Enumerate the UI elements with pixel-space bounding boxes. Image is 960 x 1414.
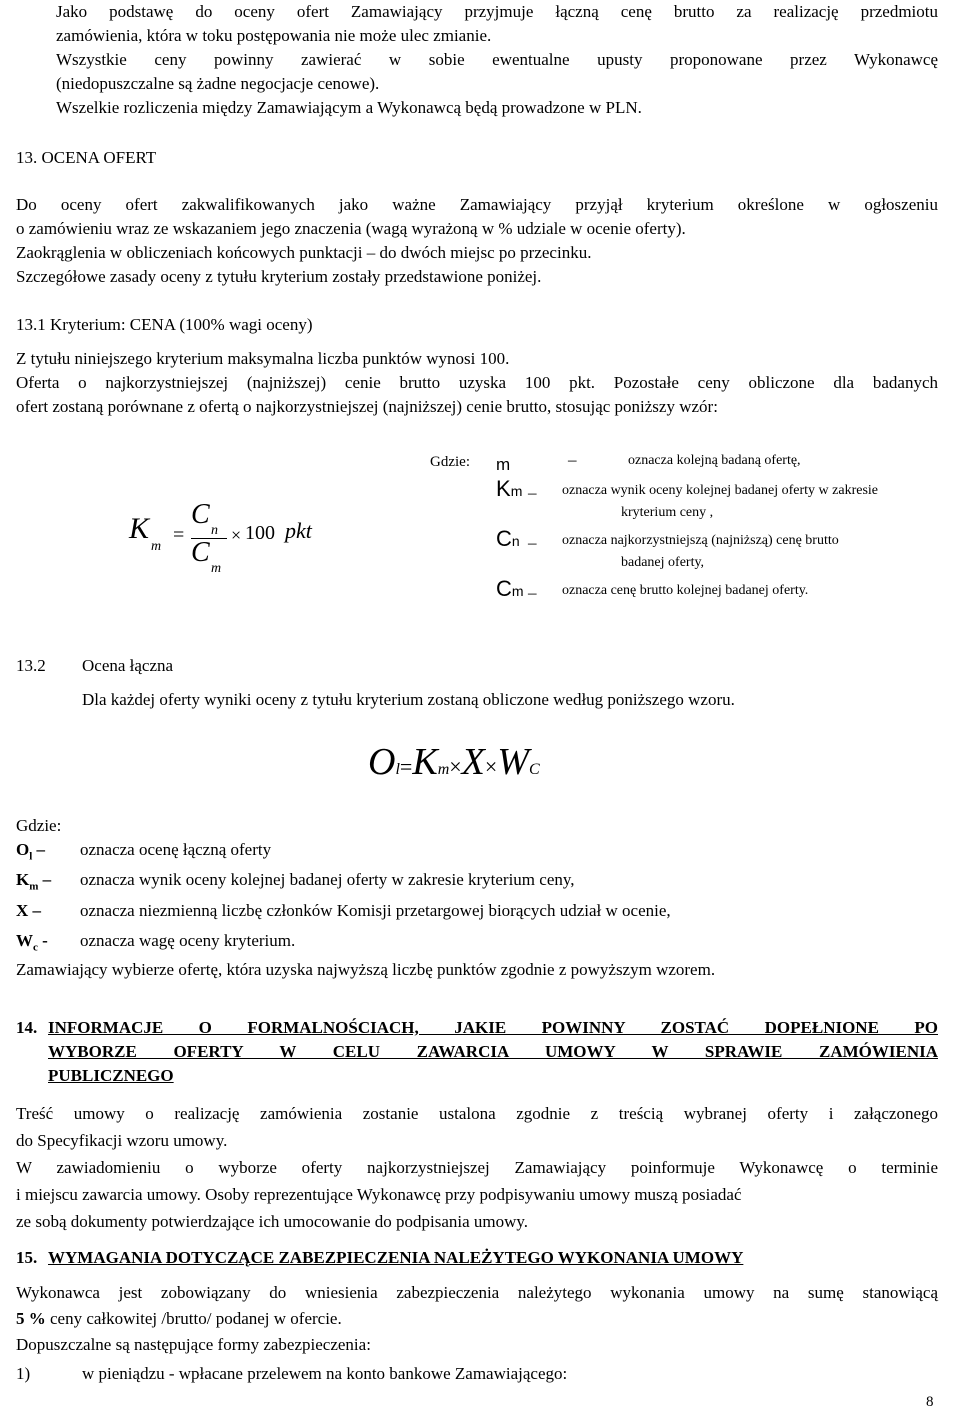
section-13-paragraph	[16, 193, 938, 289]
heading-line: INFORMACJE O FORMALNOŚCIACH, JAKIE POWINNY ZOSTAĆ DOPEŁNIONE PO	[48, 1018, 938, 1037]
legend-dash: –	[32, 900, 42, 920]
formula-k-sub: m	[151, 539, 162, 554]
legend-dash: –	[528, 483, 537, 502]
formula-denominator: C	[191, 537, 210, 568]
legend-symbol	[16, 838, 80, 868]
section-15-heading: WYMAGANIA DOTYCZĄCE ZABEZPIECZENIA NALEŻYTEGO WYKONANIA UMOWY	[48, 1248, 744, 1267]
legend-symbol-sub: m	[511, 583, 524, 599]
page-number: 8	[926, 1394, 934, 1410]
legend-dash: –	[528, 583, 537, 602]
text-line: Wszelkie rozliczenia między Zamawiającym a Wykonawcą będą prowadzone w PLN.	[56, 98, 642, 117]
formula-w-sub: C	[528, 761, 540, 778]
legend-symbol-letter: W	[16, 931, 33, 951]
legend-text: oznacza ocenę łączną oferty	[80, 840, 272, 859]
formula-k: K	[129, 512, 150, 545]
formula-times: ×	[449, 754, 462, 779]
formula-hundred: 100	[245, 522, 275, 544]
section-15-paragraph	[16, 1280, 938, 1358]
subsection-13-2-title: Ocena łączna	[82, 656, 174, 675]
text-line: Treść umowy o realizację zamówienia zostanie ustalona zgodnie z treścią wybranej oferty i załączonego	[16, 1104, 938, 1123]
legend-row	[16, 929, 946, 959]
legend-row	[16, 838, 946, 868]
text-line: Wszystkie ceny powinny zawierać w sobie ewentualne upusty proponowane przez Wykonawcę	[56, 50, 938, 69]
section-15-number: 15.	[16, 1248, 38, 1267]
legend-symbol-c: C	[496, 526, 512, 551]
heading-line: PUBLICZNEGO	[48, 1066, 174, 1085]
legend-label: Gdzie:	[430, 454, 470, 470]
text-line: ofert zostaną porównane z ofertą o najkorzystniejszej (najniższej) cenie brutto, stosując poniższy wzór:	[16, 397, 718, 416]
subsection-13-1-heading: 13.1 Kryterium: CENA (100% wagi oceny)	[16, 315, 313, 334]
text-line: (niedopuszczalne są żadne negocjacje cenowe).	[56, 74, 380, 93]
text-line: Zaokrąglenia w obliczeniach końcowych punktacji – do dwóch miejsc po przecinku.	[16, 243, 592, 262]
formula-pkt: pkt	[285, 518, 312, 543]
formula-k-sub: m	[437, 761, 450, 778]
legend-symbol-letter: X	[16, 900, 29, 920]
legend-dash: -	[42, 931, 48, 951]
legend-dash: –	[528, 533, 537, 552]
subsection-13-1-text	[16, 347, 938, 419]
percent-value: 5 %	[16, 1309, 46, 1328]
legend-symbol-sub: l	[29, 850, 33, 863]
formula-k: K	[412, 741, 438, 783]
legend-symbol-sub: c	[33, 941, 38, 954]
list-item-text: w pieniądzu - wpłacane przelewem na konto bankowe Zamawiającego:	[82, 1364, 568, 1383]
subsection-13-2-text: Dla każdej oferty wyniki oceny z tytułu kryterium zostaną obliczone według poniższego wzoru.	[82, 690, 735, 709]
legend-symbol-cn	[496, 527, 520, 553]
legend-label: Gdzie:	[16, 816, 62, 835]
legend-symbol	[16, 899, 80, 929]
legend-text-cont: badanej oferty,	[621, 555, 705, 570]
legend-dash: –	[568, 450, 577, 469]
legend-text: oznacza kolejną badaną ofertę,	[628, 453, 801, 468]
formula-equals: =	[173, 524, 185, 546]
legend-dash: –	[42, 870, 52, 890]
legend-text-line: oznacza wynik oceny kolejnej badanej oferty w zakresie	[562, 483, 879, 498]
legend-row	[16, 868, 946, 898]
text-line: Jako podstawę do oceny ofert Zamawiający przyjmuje łączną cenę brutto za realizację przedmiotu	[56, 2, 938, 21]
section-14-heading	[48, 1016, 938, 1088]
legend-text-cont: kryterium ceny ,	[621, 505, 714, 520]
text-line: W zawiadomieniu o wyborze oferty najkorzystniejszej Zamawiający poinformuje Wykonawcę o terminie	[16, 1158, 938, 1177]
legend-symbol-sub: m	[29, 880, 39, 893]
text-line: i miejscu zawarcia umowy. Osoby reprezentujące Wykonawcę przy podpisywaniu umowy muszą posiadać	[16, 1185, 742, 1204]
legend-symbol-sub: m	[510, 483, 523, 499]
list-item-number: 1)	[16, 1364, 31, 1383]
text-line: Szczegółowe zasady oceny z tytułu kryterium zostały przedstawione poniżej.	[16, 267, 542, 286]
formula-numerator: C	[191, 499, 210, 530]
text-line: o zamówieniu wraz ze wskazaniem jego znaczenia (wagą wyrażoną w % udziale w ocenie oferty).	[16, 219, 686, 238]
legend-text: oznacza wagę oceny kryterium.	[80, 931, 296, 951]
total-score-formula	[368, 740, 540, 792]
legend-symbol-sub: n	[511, 533, 520, 549]
section-13-heading: 13. OCENA OFERT	[16, 148, 157, 167]
heading-line: WYBORZE OFERTY W CELU ZAWARCIA UMOWY W SPRAWIE ZAMÓWIENIA	[48, 1042, 938, 1061]
legend-text: oznacza najkorzystniejszą (najniższą) cenę brutto	[562, 533, 839, 548]
formula-times: ×	[231, 525, 242, 545]
formula-times: ×	[484, 754, 498, 779]
text-fragment: ceny całkowitej /brutto/ podanej w ofercie.	[45, 1309, 342, 1328]
legend-symbol	[16, 929, 80, 959]
legend-symbol-m: m	[496, 455, 511, 474]
text-line: zamówienia, która w toku postępowania nie może ulec zmianie.	[56, 26, 492, 45]
formula-w: W	[497, 741, 529, 783]
legend-dash: –	[36, 840, 46, 859]
text-line: Z tytułu niniejszego kryterium maksymalna liczba punktów wynosi 100.	[16, 349, 510, 368]
legend-symbol-k: K	[496, 476, 511, 501]
legend-symbol-cm	[496, 577, 524, 603]
text-line: ze sobą dokumenty potwierdzające ich umocowanie do podpisania umowy.	[16, 1212, 529, 1231]
section-14-number: 14.	[16, 1018, 38, 1037]
legend-text: oznacza niezmienną liczbę członków Komisji przetargowej biorących udział w ocenie,	[80, 900, 671, 920]
price-formula	[125, 499, 325, 583]
text-line: Dopuszczalne są następujące formy zabezpieczenia:	[16, 1335, 371, 1354]
text-line: Oferta o najkorzystniejszej (najniższej) cenie brutto uzyska 100 pkt. Pozostałe ceny obliczone dla badanych	[16, 373, 938, 392]
legend-symbol-c: C	[496, 576, 512, 601]
text-line: Do oceny ofert zakwalifikowanych jako ważne Zamawiający przyjął kryterium określone w ogłoszeniu	[16, 195, 938, 214]
legend-symbol-letter: K	[16, 870, 30, 890]
legend-text: oznacza cenę brutto kolejnej badanej oferty.	[562, 583, 809, 598]
text-line: Wykonawca jest zobowiązany do wniesienia zabezpieczenia należytego wykonania umowy na sumę stanowiącą	[16, 1283, 938, 1302]
section-14-paragraph	[16, 1100, 938, 1235]
legend-row	[16, 899, 946, 929]
legend-text: oznacza wynik oceny kolejnej badanej oferty w zakresie kryterium ceny,	[80, 870, 575, 890]
formula-legend-2	[16, 814, 946, 960]
legend-symbol	[16, 868, 80, 898]
formula-numerator-sub: n	[211, 523, 218, 538]
formula-equals: =	[399, 754, 413, 779]
text-line	[16, 1306, 938, 1332]
intro-paragraph	[56, 0, 938, 120]
formula-o: O	[368, 741, 396, 783]
legend-symbol-letter: O	[16, 840, 30, 859]
legend-symbol-km	[496, 477, 522, 503]
formula-x: X	[461, 741, 485, 783]
text-line: do Specyfikacji wzoru umowy.	[16, 1131, 228, 1150]
formula-o-sub: l	[395, 761, 400, 778]
formula-denominator-sub: m	[211, 561, 222, 576]
legend-text	[562, 480, 878, 502]
subsection-13-2-number: 13.2	[16, 656, 46, 675]
closing-sentence: Zamawiający wybierze ofertę, która uzyska najwyższą liczbę punktów zgodnie z powyższym wzorem.	[16, 960, 716, 979]
